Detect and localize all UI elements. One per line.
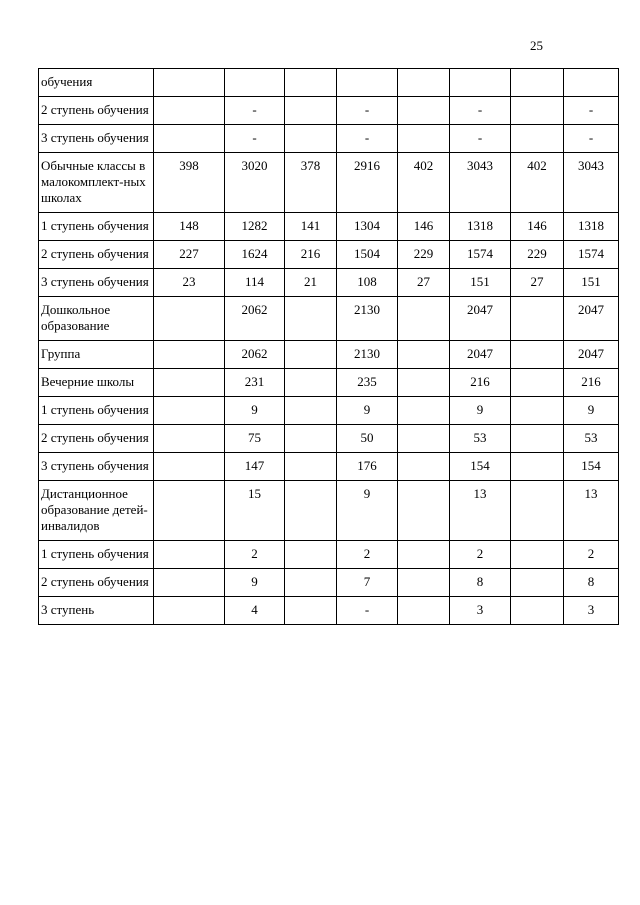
table-cell: 402 bbox=[511, 153, 564, 213]
table-cell: 13 bbox=[564, 481, 619, 541]
row-label: Вечерние школы bbox=[39, 369, 154, 397]
row-label: 2 ступень обучения bbox=[39, 425, 154, 453]
table-cell: 53 bbox=[564, 425, 619, 453]
table-row bbox=[39, 269, 619, 297]
table-cell bbox=[285, 97, 337, 125]
table-cell: 154 bbox=[564, 453, 619, 481]
table-cell: 3043 bbox=[564, 153, 619, 213]
table-cell: 2916 bbox=[337, 153, 398, 213]
table-cell: 7 bbox=[337, 569, 398, 597]
table-cell: 216 bbox=[285, 241, 337, 269]
row-label: 1 ступень обучения bbox=[39, 397, 154, 425]
table-cell bbox=[154, 397, 225, 425]
table-cell: 398 bbox=[154, 153, 225, 213]
table-cell: 8 bbox=[450, 569, 511, 597]
table-cell: 53 bbox=[450, 425, 511, 453]
table-cell: 1624 bbox=[225, 241, 285, 269]
table-cell bbox=[154, 453, 225, 481]
table-row bbox=[39, 213, 619, 241]
table-cell bbox=[398, 341, 450, 369]
table-cell: - bbox=[225, 97, 285, 125]
table-row bbox=[39, 541, 619, 569]
table-cell: 1574 bbox=[450, 241, 511, 269]
table-cell bbox=[511, 541, 564, 569]
table-cell: 2 bbox=[450, 541, 511, 569]
table-cell: 216 bbox=[564, 369, 619, 397]
table-row bbox=[39, 125, 619, 153]
table-row bbox=[39, 153, 619, 213]
table-cell bbox=[511, 69, 564, 97]
table-cell bbox=[511, 425, 564, 453]
table-cell bbox=[511, 453, 564, 481]
table-cell bbox=[154, 597, 225, 625]
table-cell bbox=[398, 369, 450, 397]
table-cell: 1304 bbox=[337, 213, 398, 241]
table-cell: 2 bbox=[564, 541, 619, 569]
table-row bbox=[39, 425, 619, 453]
table-cell: 2062 bbox=[225, 297, 285, 341]
table-cell bbox=[511, 569, 564, 597]
row-label: 2 ступень обучения bbox=[39, 97, 154, 125]
table-row bbox=[39, 69, 619, 97]
table-cell: 146 bbox=[511, 213, 564, 241]
table-cell bbox=[511, 481, 564, 541]
table-cell: 2047 bbox=[450, 341, 511, 369]
table-cell: 4 bbox=[225, 597, 285, 625]
table-cell bbox=[285, 453, 337, 481]
table-cell: 146 bbox=[398, 213, 450, 241]
table-cell: 2047 bbox=[564, 297, 619, 341]
table-cell: 2047 bbox=[564, 341, 619, 369]
table-cell bbox=[511, 341, 564, 369]
table-cell bbox=[398, 481, 450, 541]
table-cell bbox=[398, 425, 450, 453]
page-number: 25 bbox=[530, 38, 543, 53]
table-cell bbox=[285, 425, 337, 453]
table-cell: 9 bbox=[450, 397, 511, 425]
table-cell bbox=[398, 453, 450, 481]
table-cell bbox=[398, 125, 450, 153]
table-cell: 13 bbox=[450, 481, 511, 541]
table-cell bbox=[285, 541, 337, 569]
table-cell bbox=[285, 341, 337, 369]
table-cell: 2130 bbox=[337, 341, 398, 369]
row-label: Обычные классы в малокомплект-ных школах bbox=[39, 153, 154, 213]
row-label: 3 ступень обучения bbox=[39, 269, 154, 297]
table-cell: - bbox=[564, 125, 619, 153]
row-label: 1 ступень обучения bbox=[39, 213, 154, 241]
table-cell: 151 bbox=[564, 269, 619, 297]
table-cell: 2 bbox=[337, 541, 398, 569]
table-cell bbox=[285, 597, 337, 625]
table-cell: 27 bbox=[511, 269, 564, 297]
table-cell bbox=[154, 341, 225, 369]
table-cell bbox=[511, 597, 564, 625]
table-cell: 141 bbox=[285, 213, 337, 241]
row-label: Группа bbox=[39, 341, 154, 369]
table-cell: 378 bbox=[285, 153, 337, 213]
table-cell: 147 bbox=[225, 453, 285, 481]
table-cell: 2062 bbox=[225, 341, 285, 369]
table-cell bbox=[154, 125, 225, 153]
table-cell: 1318 bbox=[450, 213, 511, 241]
table-cell: 2130 bbox=[337, 297, 398, 341]
table-row bbox=[39, 241, 619, 269]
table-cell: 1318 bbox=[564, 213, 619, 241]
table-cell: 9 bbox=[225, 569, 285, 597]
table-cell bbox=[285, 69, 337, 97]
table-cell: 3 bbox=[450, 597, 511, 625]
table-cell: 216 bbox=[450, 369, 511, 397]
table-cell bbox=[398, 541, 450, 569]
row-label: 2 ступень обучения bbox=[39, 569, 154, 597]
table-row bbox=[39, 397, 619, 425]
table-cell bbox=[285, 397, 337, 425]
table-cell: 15 bbox=[225, 481, 285, 541]
table-row bbox=[39, 341, 619, 369]
table-cell bbox=[511, 97, 564, 125]
table-cell bbox=[511, 297, 564, 341]
table-cell: 23 bbox=[154, 269, 225, 297]
table-cell bbox=[398, 297, 450, 341]
table-cell: 50 bbox=[337, 425, 398, 453]
table-cell: 8 bbox=[564, 569, 619, 597]
table-cell bbox=[154, 69, 225, 97]
table-cell: 227 bbox=[154, 241, 225, 269]
statistics-table bbox=[38, 68, 619, 625]
row-label: 3 ступень обучения bbox=[39, 453, 154, 481]
table-cell: 154 bbox=[450, 453, 511, 481]
table-cell bbox=[398, 569, 450, 597]
table-cell: 229 bbox=[511, 241, 564, 269]
row-label: 3 ступень bbox=[39, 597, 154, 625]
table-cell bbox=[398, 397, 450, 425]
row-label: 3 ступень обучения bbox=[39, 125, 154, 153]
table-row bbox=[39, 481, 619, 541]
table-cell: - bbox=[450, 97, 511, 125]
table-cell: 402 bbox=[398, 153, 450, 213]
table-cell bbox=[225, 69, 285, 97]
table-body bbox=[39, 69, 619, 625]
table-cell: - bbox=[337, 97, 398, 125]
table-cell: 2 bbox=[225, 541, 285, 569]
table-cell: - bbox=[564, 97, 619, 125]
table-cell: 176 bbox=[337, 453, 398, 481]
table-cell: 9 bbox=[564, 397, 619, 425]
table-cell: 231 bbox=[225, 369, 285, 397]
table-cell bbox=[398, 69, 450, 97]
table-row bbox=[39, 453, 619, 481]
table-row bbox=[39, 597, 619, 625]
table-cell bbox=[285, 125, 337, 153]
row-label: обучения bbox=[39, 69, 154, 97]
table-cell bbox=[450, 69, 511, 97]
table-cell bbox=[511, 397, 564, 425]
table-cell: 229 bbox=[398, 241, 450, 269]
table-cell bbox=[154, 97, 225, 125]
table-row bbox=[39, 369, 619, 397]
table-cell bbox=[285, 481, 337, 541]
table-cell: 3 bbox=[564, 597, 619, 625]
table-cell: 148 bbox=[154, 213, 225, 241]
table-cell bbox=[337, 69, 398, 97]
row-label: 2 ступень обучения bbox=[39, 241, 154, 269]
table-cell: 1282 bbox=[225, 213, 285, 241]
table-cell: - bbox=[225, 125, 285, 153]
table-cell: - bbox=[337, 125, 398, 153]
table-cell: 151 bbox=[450, 269, 511, 297]
table-cell: 27 bbox=[398, 269, 450, 297]
table-cell: 114 bbox=[225, 269, 285, 297]
table-cell bbox=[564, 69, 619, 97]
table-row bbox=[39, 97, 619, 125]
table-cell bbox=[154, 569, 225, 597]
table-cell: 1574 bbox=[564, 241, 619, 269]
table-cell bbox=[285, 569, 337, 597]
row-label: 1 ступень обучения bbox=[39, 541, 154, 569]
table-cell bbox=[154, 481, 225, 541]
table-cell: 235 bbox=[337, 369, 398, 397]
table-cell bbox=[285, 297, 337, 341]
table-cell bbox=[398, 597, 450, 625]
table-cell bbox=[154, 425, 225, 453]
table-cell: 1504 bbox=[337, 241, 398, 269]
table-cell: 2047 bbox=[450, 297, 511, 341]
row-label: Дистанционное образование детей-инвалидов bbox=[39, 481, 154, 541]
table-cell bbox=[285, 369, 337, 397]
table-cell: - bbox=[450, 125, 511, 153]
table-cell bbox=[154, 297, 225, 341]
table-cell: 3043 bbox=[450, 153, 511, 213]
table-cell: 75 bbox=[225, 425, 285, 453]
table-row bbox=[39, 569, 619, 597]
table-cell: 9 bbox=[337, 397, 398, 425]
table-row bbox=[39, 297, 619, 341]
table-cell: 9 bbox=[337, 481, 398, 541]
table-cell bbox=[511, 369, 564, 397]
table-cell: 9 bbox=[225, 397, 285, 425]
table-cell: 3020 bbox=[225, 153, 285, 213]
table-cell bbox=[398, 97, 450, 125]
table-cell: - bbox=[337, 597, 398, 625]
row-label: Дошкольное образование bbox=[39, 297, 154, 341]
table-cell: 21 bbox=[285, 269, 337, 297]
table-cell bbox=[154, 369, 225, 397]
table-cell: 108 bbox=[337, 269, 398, 297]
table-cell bbox=[511, 125, 564, 153]
table-cell bbox=[154, 541, 225, 569]
